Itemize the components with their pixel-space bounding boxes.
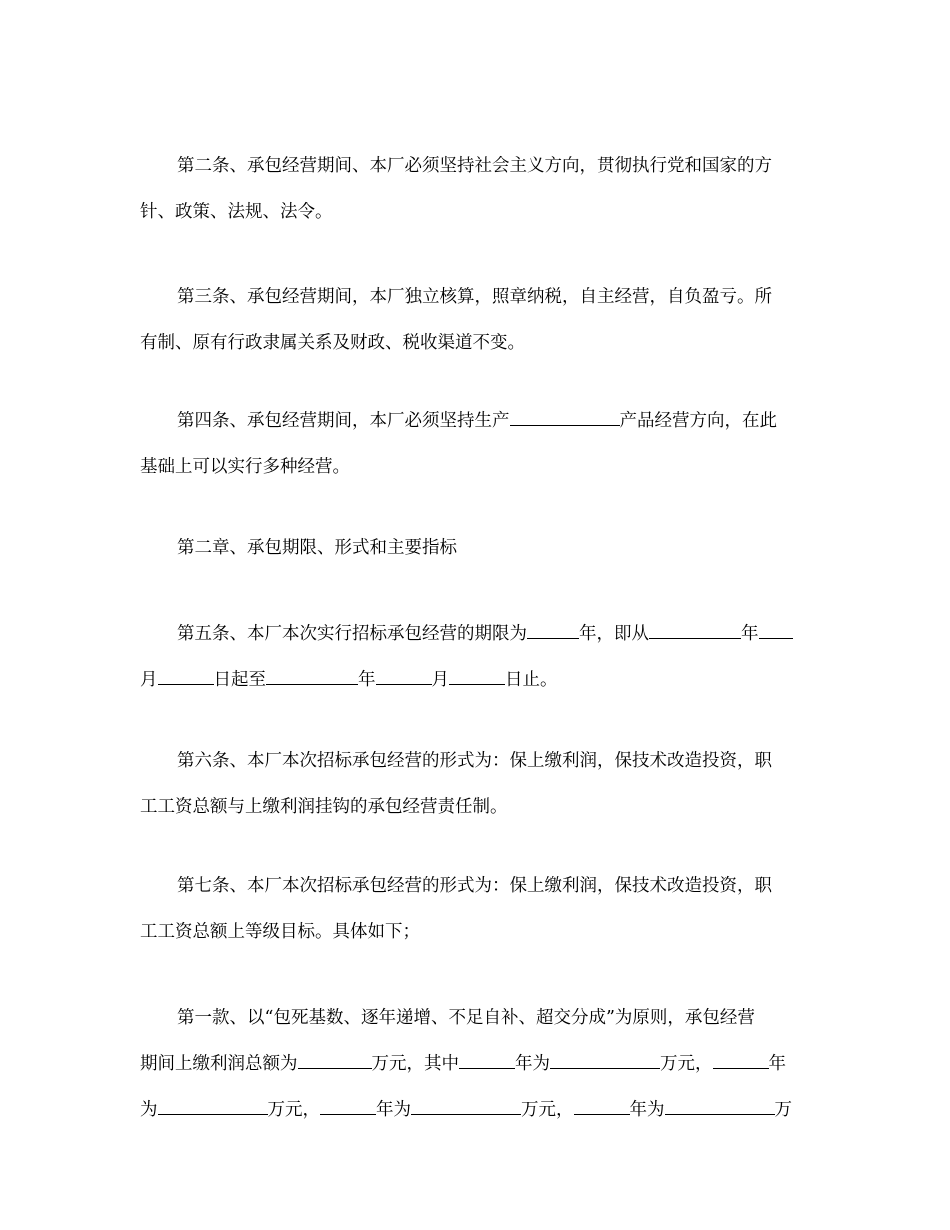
end-day-blank[interactable] (449, 666, 505, 685)
article-4-line-2: 基础上可以实行多种经营。 (140, 457, 350, 477)
article-5-line-2 (140, 657, 812, 703)
article-4-text-b: 产品经营方向，在此 (619, 411, 777, 431)
clause-1-text-a: 期间上缴利润总额为 (140, 1054, 298, 1074)
article-7-line-2: 工工资总额上等级目标。具体如下； (140, 922, 420, 942)
start-day-blank[interactable] (158, 666, 214, 685)
article-5-text-a: 第五条、本厂本次实行招标承包经营的期限为 (177, 624, 527, 644)
article-5-text-d: 月 (140, 670, 158, 690)
start-month-blank[interactable] (759, 620, 793, 639)
clause-1-line-2 (140, 1041, 812, 1087)
clause-1 (140, 995, 812, 1133)
article-5 (140, 611, 812, 703)
clause-1-text-k: 万 (774, 1100, 792, 1120)
article-2 (140, 143, 812, 235)
clause-1-line-1: 第一款、以“包死基数、逐年递增、不足自补、超交分成”为原则，承包经营 (177, 1008, 755, 1028)
term-years-blank[interactable] (527, 620, 579, 639)
article-5-text-g: 月 (431, 670, 449, 690)
article-6 (140, 738, 812, 830)
start-year-blank[interactable] (649, 620, 741, 639)
article-5-text-c: 年 (741, 624, 759, 644)
article-3-line-2: 有制、原有行政隶属关系及财政、税收渠道不变。 (140, 333, 525, 353)
amount-4-blank[interactable] (665, 1096, 775, 1115)
article-5-text-f: 年 (358, 670, 376, 690)
clause-1-text-i: 万元， (521, 1100, 574, 1120)
article-5-line-1 (140, 611, 812, 657)
amount-1-blank[interactable] (550, 1050, 660, 1069)
article-6-line-2: 工工资总额与上缴利润挂钩的承包经营责任制。 (140, 797, 508, 817)
article-5-text-h: 日止。 (505, 670, 558, 690)
article-7 (140, 863, 812, 955)
total-profit-blank[interactable] (298, 1050, 372, 1069)
clause-1-line-3 (140, 1087, 812, 1133)
article-5-text-b: 年，即从 (579, 624, 649, 644)
article-5-text-e: 日起至 (213, 670, 266, 690)
clause-1-text-j: 年为 (629, 1100, 665, 1120)
end-month-blank[interactable] (376, 666, 432, 685)
article-2-line-1: 第二条、承包经营期间、本厂必须坚持社会主义方向，贯彻执行党和国家的方 (177, 156, 772, 176)
clause-1-text-g: 万元， (267, 1100, 320, 1120)
article-7-line-1: 第七条、本厂本次招标承包经营的形式为：保上缴利润，保技术改造投资，职 (177, 876, 772, 896)
clause-1-text-e: 年 (768, 1054, 786, 1074)
article-3 (140, 274, 812, 366)
article-3-line-1: 第三条、承包经营期间，本厂独立核算，照章纳税，自主经营，自负盈亏。所 (177, 287, 772, 307)
amount-2-blank[interactable] (158, 1096, 268, 1115)
chapter-2-heading: 第二章、承包期限、形式和主要指标 (177, 538, 457, 558)
article-4 (140, 398, 812, 490)
clause-1-text-d: 万元， (660, 1054, 713, 1074)
article-4-line-1 (140, 398, 812, 444)
article-6-line-1: 第六条、本厂本次招标承包经营的形式为：保上缴利润，保技术改造投资，职 (177, 751, 772, 771)
clause-1-text-h: 年为 (376, 1100, 411, 1120)
product-blank[interactable] (510, 407, 620, 426)
amount-3-blank[interactable] (411, 1096, 521, 1115)
article-4-text-a: 第四条、承包经营期间，本厂必须坚持生产 (177, 411, 510, 431)
year-3-blank[interactable] (320, 1096, 376, 1115)
clause-1-text-f: 为 (140, 1100, 158, 1120)
end-year-blank[interactable] (266, 666, 358, 685)
clause-1-text-b: 万元，其中 (371, 1054, 459, 1074)
year-2-blank[interactable] (713, 1050, 769, 1069)
year-1-blank[interactable] (459, 1050, 515, 1069)
year-4-blank[interactable] (574, 1096, 630, 1115)
article-2-line-2: 针、政策、法规、法令。 (140, 202, 333, 222)
clause-1-text-c: 年为 (515, 1054, 550, 1074)
